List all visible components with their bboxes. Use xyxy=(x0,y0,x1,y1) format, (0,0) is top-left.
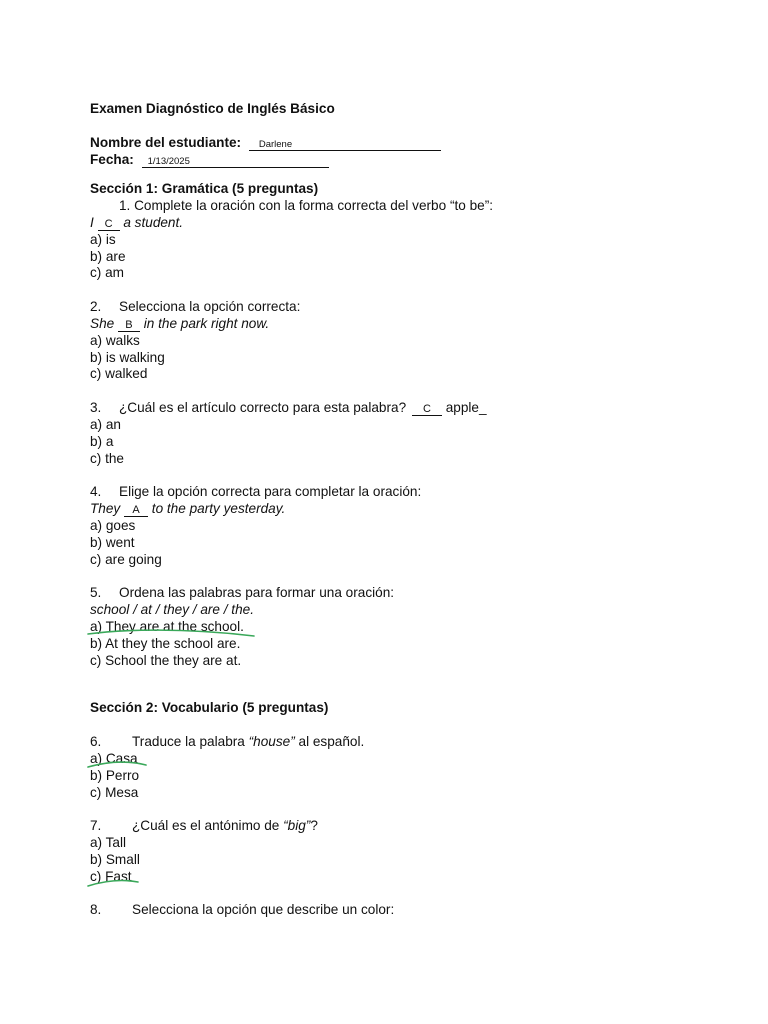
question-7-option-c-text: c) Fast xyxy=(90,868,132,884)
question-1-sentence-start: I xyxy=(90,214,94,230)
question-6-number: 6. xyxy=(90,734,102,750)
question-7-prompt-end: ? xyxy=(310,818,318,834)
question-2-prompt: Selecciona la opción correcta: xyxy=(119,299,301,315)
question-5-prompt: Ordena las palabras para formar una oración: xyxy=(119,585,395,601)
question-1-prompt: 1. Complete la oración con la forma correcta del verbo “to be”: xyxy=(119,198,494,214)
question-8-number: 8. xyxy=(90,902,102,918)
question-1-option-b: b) are xyxy=(90,248,126,264)
question-1-sentence-end: a student. xyxy=(123,214,184,230)
section-2-heading: Sección 2: Vocabulario (5 preguntas) xyxy=(90,700,329,716)
question-4-prompt: Elige la opción correcta para completar la oración: xyxy=(119,484,422,500)
exam-title: Examen Diagnóstico de Inglés Básico xyxy=(90,101,335,116)
question-7-option-a: a) Tall xyxy=(90,835,127,851)
question-7-option-b: b) Small xyxy=(90,851,140,867)
question-7-option-c-row xyxy=(90,869,730,886)
question-4-sentence-end: to the party yesterday. xyxy=(151,501,286,517)
student-name-field: Darlene xyxy=(249,139,441,151)
question-2-sentence-end: in the park right now. xyxy=(143,315,270,331)
question-6-option-b: b) Perro xyxy=(90,767,140,783)
question-3-prompt: ¿Cuál es el artículo correcto para esta palabra? xyxy=(119,400,407,416)
question-7-option-c xyxy=(90,869,132,886)
question-1-option-a: a) is xyxy=(90,231,116,247)
question-4-sentence xyxy=(90,501,730,518)
question-5-option-a-text: a) They are at the school. xyxy=(90,618,244,634)
student-name-row xyxy=(90,135,730,152)
question-4-sentence-start: They xyxy=(90,501,121,517)
question-6-keyword: “house” xyxy=(248,734,295,750)
question-5-option-b: b) At they the school are. xyxy=(90,635,241,651)
question-2-sentence xyxy=(90,316,730,333)
question-5-option-a-row xyxy=(90,619,730,636)
question-4-option-a: a) goes xyxy=(90,517,136,533)
question-8-prompt-row xyxy=(90,902,730,919)
question-2-sentence-start: She xyxy=(90,315,115,331)
question-7-number: 7. xyxy=(90,818,102,834)
question-2-option-a: a) walks xyxy=(90,332,140,348)
question-6-prompt-row xyxy=(90,734,730,751)
question-6-prompt-start: Traduce la palabra xyxy=(132,734,245,750)
question-1-sentence xyxy=(90,215,730,232)
exam-page xyxy=(90,101,730,919)
question-6-prompt-end: al español. xyxy=(298,734,365,750)
question-5-option-a xyxy=(90,619,244,636)
question-4-prompt-row xyxy=(90,484,730,501)
question-3-option-a: a) an xyxy=(90,416,121,432)
question-6-option-a-text: a) Casa xyxy=(90,750,138,766)
question-4-option-b: b) went xyxy=(90,534,135,550)
question-3-word: apple_ xyxy=(445,400,487,416)
question-8-prompt: Selecciona la opción que describe un color: xyxy=(132,902,395,918)
question-5-option-c: c) School the they are at. xyxy=(90,652,242,668)
student-name-label: Nombre del estudiante: xyxy=(90,134,242,150)
question-6-option-a-row xyxy=(90,751,730,768)
question-4-answer: A xyxy=(124,504,148,517)
question-7-prompt-row xyxy=(90,818,730,835)
question-4-number: 4. xyxy=(90,484,102,500)
question-2-option-c: c) walked xyxy=(90,366,148,382)
question-4-option-c: c) are going xyxy=(90,551,162,567)
question-2-option-b: b) is walking xyxy=(90,349,165,365)
question-6-option-c: c) Mesa xyxy=(90,784,139,800)
question-2-number: 2. xyxy=(90,299,102,315)
date-label: Fecha: xyxy=(90,151,134,167)
section-1-heading: Sección 1: Gramática (5 preguntas) xyxy=(90,181,319,197)
question-7-prompt-start: ¿Cuál es el antónimo de xyxy=(132,818,280,834)
date-row xyxy=(90,152,730,169)
question-3-answer: C xyxy=(412,403,442,416)
question-6-option-a xyxy=(90,751,138,768)
question-3-option-b: b) a xyxy=(90,433,114,449)
question-7-keyword: “big” xyxy=(283,818,311,834)
question-1-option-c: c) am xyxy=(90,265,124,281)
question-3-option-c: c) the xyxy=(90,450,124,466)
date-field: 1/13/2025 xyxy=(142,156,329,168)
question-5-prompt-row xyxy=(90,585,730,602)
question-5-number: 5. xyxy=(90,585,102,601)
question-3-prompt-row xyxy=(90,400,730,417)
question-2-answer: B xyxy=(118,319,140,332)
question-2-prompt-row xyxy=(90,299,730,316)
question-1-answer: C xyxy=(98,218,120,231)
question-3-number: 3. xyxy=(90,400,102,416)
question-5-words: school / at / they / are / the. xyxy=(90,602,254,618)
